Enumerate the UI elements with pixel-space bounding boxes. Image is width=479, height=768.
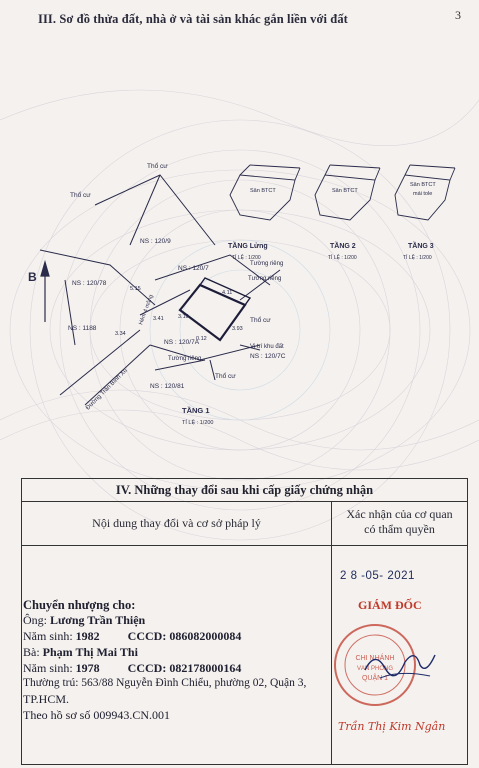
dim-2: 4.11 — [222, 290, 233, 296]
label-the-cu-3: Thổ cư — [250, 317, 271, 324]
entry-buyer-1-prefix: Ông: — [23, 613, 47, 627]
floor-2-name: TẦNG 2 — [330, 243, 356, 250]
label-ns-1188: NS : 1188 — [68, 325, 97, 332]
entry-buyer-1-details — [23, 629, 241, 644]
floor-3-inner: Sân BTCT — [410, 182, 436, 188]
handwritten-signature — [360, 640, 440, 690]
entry-buyer-2-name: Phạm Thị Mai Thi — [42, 645, 138, 659]
dim-7: 5.15 — [130, 286, 141, 292]
entry-buyer-2-birth-label: Năm sinh: — [23, 661, 73, 675]
boundary-lower — [150, 345, 260, 360]
entry-buyer-1-birth-year: 1982 — [75, 629, 100, 643]
confirmation-date: 2 8 -05- 2021 — [340, 570, 415, 582]
label-tuong-rieng-1: Tường riêng — [250, 261, 284, 267]
entry-buyer-1-birth-label: Năm sinh: — [23, 629, 73, 643]
entry-buyer-2 — [23, 645, 138, 660]
dim-5: 3.34 — [115, 331, 126, 337]
label-the-cu-4: Thổ cư — [215, 373, 236, 380]
boundary-left-2 — [65, 280, 75, 345]
entry-buyer-2-details — [23, 661, 241, 676]
svg-text:VĂN PHÒNG: VĂN PHÒNG — [356, 666, 394, 672]
tang1-title: TẦNG 1 — [182, 406, 210, 415]
entry-buyer-2-prefix: Bà: — [23, 645, 40, 659]
page-number: 3 — [455, 8, 461, 22]
dim-1: 3.10 — [178, 314, 189, 320]
svg-text:QUẬN 1: QUẬN 1 — [361, 675, 389, 682]
north-label: B — [28, 270, 37, 284]
signer-name: Trần Thị Kim Ngân — [338, 720, 446, 733]
column-header-content: Nội dung thay đổi và cơ sở pháp lý — [92, 515, 261, 530]
label-the-cu-2: Thổ cư — [147, 163, 168, 170]
floor-lung-scale: TỈ LỆ : 1/200 — [232, 255, 261, 261]
changes-table-title: IV. Những thay đổi sau khi cấp giấy chứng nhận — [22, 479, 467, 502]
label-hem: Hẻm 4 mông — [138, 294, 155, 326]
column-header-confirmation — [332, 507, 467, 537]
dim-4: 0.12 — [196, 336, 207, 342]
floor-3-inner2: mái tole — [413, 191, 433, 197]
entry-buyer-1-cccd: 086082000084 — [169, 629, 242, 643]
signer-title: GIÁM ĐỐC — [358, 598, 422, 612]
label-ns-120-7: NS : 120/7 — [178, 265, 209, 272]
entry-file-number: Theo hồ sơ số 009943.CN.001 — [23, 708, 171, 722]
label-tuong-rieng-3: Tường riêng — [168, 356, 202, 362]
floor-3-scale: TỈ LỆ : 1/200 — [403, 255, 432, 261]
label-tuong-rieng-2: Tường riêng — [248, 276, 282, 282]
entry-buyer-2-cccd: 082178000164 — [169, 661, 242, 675]
entry-address: Thường trú: 563/88 Nguyễn Đình Chiểu, phường 02, Quận 3, — [23, 677, 307, 689]
label-the-cu-1: Thổ cư — [70, 192, 91, 199]
entry-buyer-2-cccd-label: CCCD: — [127, 661, 167, 675]
label-ns-120-7c: NS : 120/7C — [250, 353, 286, 360]
label-vi-tri-khu-dat: Vị trí khu đất — [250, 344, 284, 350]
label-ns-120-78: NS : 120/78 — [72, 280, 107, 287]
road-line-1 — [60, 330, 140, 395]
entry-buyer-2-birth-year: 1978 — [75, 661, 100, 675]
confirmation-line-1: Xác nhận của cơ quan — [346, 507, 453, 521]
north-arrow — [41, 262, 49, 322]
dim-6: 3.41 — [153, 316, 164, 322]
boundary-upper-2 — [130, 175, 160, 245]
header-divider — [22, 545, 467, 546]
floor-lung-inner: Sân BTCT — [250, 188, 276, 194]
dim-3: 3.93 — [232, 326, 243, 332]
tang1-scale: TỈ LỆ : 1/200 — [182, 420, 214, 426]
svg-text:CHI NHÁNH: CHI NHÁNH — [355, 655, 395, 662]
floor-3-name: TẦNG 3 — [408, 243, 434, 250]
label-duong: Đường Trần Bình Xu — [85, 367, 129, 412]
floor-lung-name: TẦNG Lửng — [228, 243, 268, 250]
confirmation-line-2: có thẩm quyền — [364, 522, 435, 536]
label-ns-120-81: NS : 120/81 — [150, 383, 185, 390]
label-ns-120-7a: NS : 120/7A — [164, 339, 200, 346]
entry-buyer-1 — [23, 613, 145, 628]
entry-buyer-1-cccd-label: CCCD: — [127, 629, 167, 643]
boundary-left — [40, 250, 155, 305]
entry-transfer-heading: Chuyển nhượng cho: — [23, 598, 136, 612]
floor-2-scale: TỈ LỆ : 1/200 — [328, 255, 357, 261]
entry-city: TP.HCM. — [23, 692, 70, 706]
section-title: III. Sơ đồ thửa đất, nhà ở và tài sản khác gắn liền với đất — [38, 12, 348, 26]
floor-2-inner: Sân BTCT — [332, 188, 358, 194]
label-ns-120-9: NS : 120/9 — [140, 238, 171, 245]
entry-buyer-1-name: Lương Trần Thiện — [50, 613, 146, 627]
